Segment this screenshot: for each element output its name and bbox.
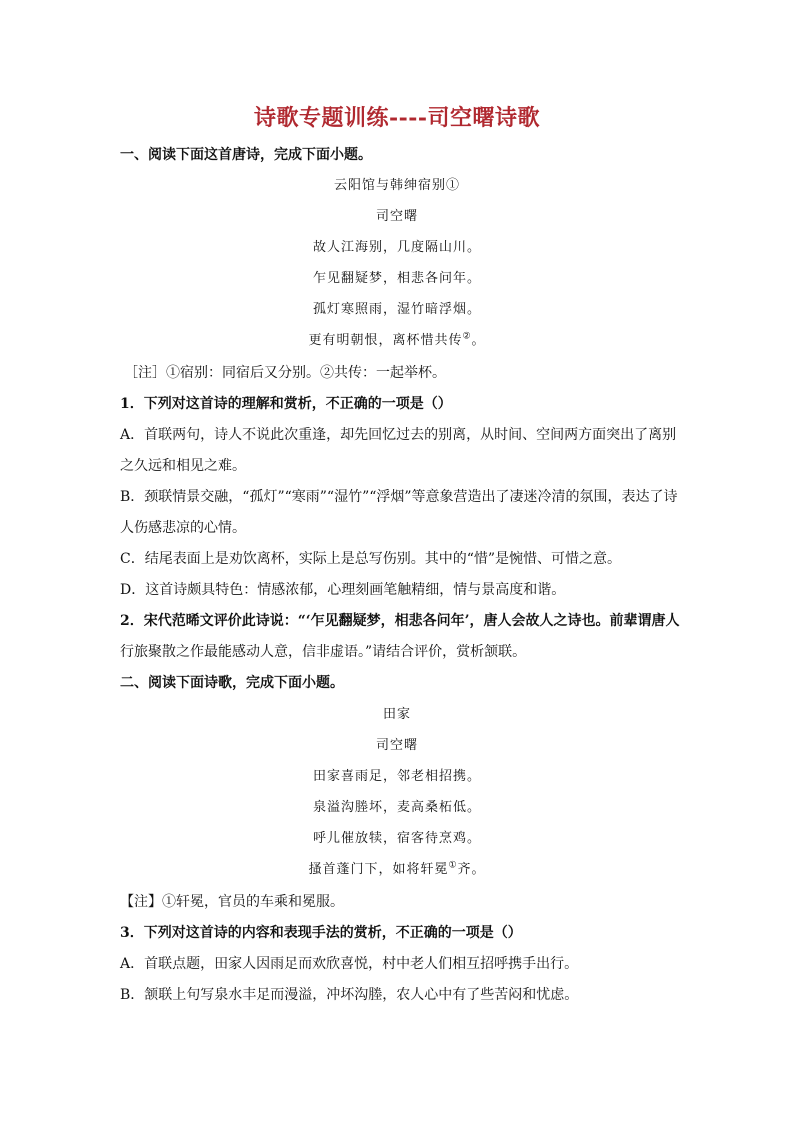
q1-option-a-line1: A．首联两句，诗人不说此次重逢，却先回忆过去的别离，从时间、空间两方面突出了离别: [120, 427, 677, 443]
poem1-footnote-marker: ②: [462, 331, 472, 342]
question-2-line1: 2．宋代范晞文评价此诗说：“‘乍见翻疑梦，相悲各问年’，唐人会故人之诗也。前辈谓唐人: [120, 613, 680, 629]
question-3: 3．下列对这首诗的内容和表现手法的赏析，不正确的一项是（）: [120, 925, 522, 941]
q1-option-c: C．结尾表面上是劝饮离杯，实际上是总写伤别。其中的“惜”是惋惜、可惜之意。: [120, 551, 622, 567]
poem2-author: 司空曙: [375, 738, 418, 753]
q1-option-b-line2: 人伤感悲凉的心情。: [120, 520, 246, 536]
poem2-line-2: 泉溢沟塍坏，麦高桑柘低。: [312, 800, 481, 815]
page-title: 诗歌专题训练----司空曙诗歌: [253, 105, 541, 131]
poem2-line-4: [0, 861, 794, 879]
poem1-author: 司空曙: [375, 209, 418, 224]
poem2-line-4-text: 搔首蓬门下，如将轩冕: [308, 862, 449, 877]
section1-note: ［注］①宿别：同宿后又分别。②共传：一起举杯。: [124, 365, 446, 381]
poem2-line-3: 呼儿催放犊，宿客待烹鸡。: [312, 831, 481, 846]
poem2-footnote-marker: ①: [448, 860, 458, 871]
section1-heading: 一、阅读下面这首唐诗，完成下面小题。: [120, 147, 372, 163]
poem1-line-4: [0, 332, 794, 350]
poem1-line-4-text: 更有明朝恨，离杯惜共传: [308, 333, 463, 348]
poem2-line-4-end: 齐。: [457, 862, 486, 877]
section2-heading: 二、阅读下面诗歌，完成下面小题。: [120, 675, 344, 691]
section2-note: 【注】①轩冕，官员的车乘和冕服。: [120, 894, 344, 910]
question-1: 1．下列对这首诗的理解和赏析，不正确的一项是（）: [120, 396, 452, 412]
q1-option-a-line2: 之久远和相见之难。: [120, 458, 246, 474]
poem1-title: 云阳馆与韩绅宿别①: [333, 178, 460, 193]
question-2-line2: 行旅聚散之作最能感动人意，信非虚语。”请结合评价，赏析颔联。: [120, 644, 527, 660]
poem2-title: 田家: [382, 707, 411, 722]
poem1-line-1: 故人江海别，几度隔山川。: [312, 240, 481, 255]
poem1-line-4-end: 。: [471, 333, 486, 348]
poem1-line-2: 乍见翻疑梦，相悲各问年。: [312, 271, 481, 286]
poem1-line-3: 孤灯寒照雨，湿竹暗浮烟。: [312, 302, 481, 317]
q3-option-a: A．首联点题，田家人因雨足而欢欣喜悦，村中老人们相互招呼携手出行。: [120, 956, 579, 972]
q3-option-b: B．颔联上句写泉水丰足而漫溢，冲坏沟塍，农人心中有了些苦闷和忧虑。: [120, 987, 579, 1003]
q1-option-b-line1: B．颈联情景交融，“孤灯”“寒雨”“湿竹”“浮烟”等意象营造出了凄迷冷清的氛围，表达了诗: [120, 489, 678, 505]
poem2-line-1: 田家喜雨足，邻老相招携。: [312, 769, 481, 784]
q1-option-d: D．这首诗颇具特色：情感浓郁，心理刻画笔触精细，情与景高度和谐。: [120, 582, 566, 598]
